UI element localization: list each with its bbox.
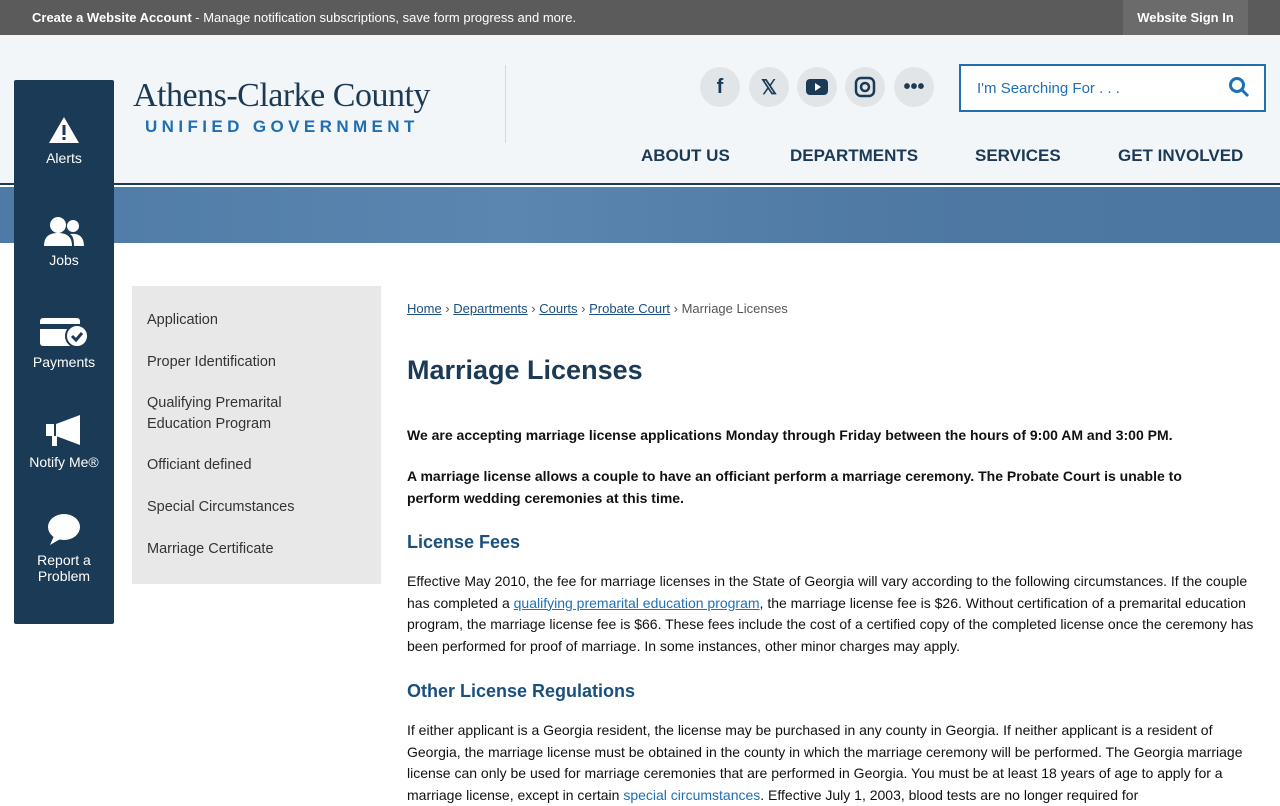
nav-departments[interactable]: DEPARTMENTS: [790, 146, 919, 165]
premarital-program-link[interactable]: qualifying premarital education program: [513, 594, 760, 611]
sidebar-item-jobs[interactable]: [14, 216, 114, 268]
chat-bubble-icon: [46, 512, 82, 546]
nav-about-us[interactable]: ABOUT US: [641, 146, 730, 165]
subnav-item-premarital-education[interactable]: Qualifying Premarital Education Program: [147, 395, 282, 432]
hours-notice: We are accepting marriage license applications Monday through Friday between the hours of 9:00 AM and 3:00 PM.: [407, 427, 1173, 443]
sidebar-label: Alerts: [46, 150, 82, 166]
special-circumstances-link[interactable]: special circumstances: [623, 786, 761, 803]
breadcrumb-departments[interactable]: Departments: [453, 301, 528, 316]
search-icon[interactable]: [1228, 76, 1250, 98]
youtube-icon[interactable]: [797, 67, 837, 107]
subnav-item-application[interactable]: Application: [147, 312, 218, 328]
top-bar: [0, 0, 1280, 35]
breadcrumb-current: Marriage Licenses: [681, 301, 788, 316]
nav-get-involved[interactable]: GET INVOLVED: [1118, 146, 1244, 165]
sidebar-item-notify-me[interactable]: [14, 414, 114, 470]
alert-icon: [48, 116, 80, 144]
subnav-item-marriage-certificate[interactable]: Marriage Certificate: [147, 541, 274, 557]
sidebar-item-payments[interactable]: [14, 316, 114, 370]
payment-card-icon: [39, 316, 89, 348]
search-placeholder: I'm Searching For . . .: [977, 80, 1120, 97]
top-bar-message: - Manage notification subscriptions, save form progress and more.: [191, 10, 577, 25]
instagram-icon[interactable]: [845, 67, 885, 107]
divider: [505, 65, 506, 143]
subnav-item-special-circumstances[interactable]: Special Circumstances: [147, 499, 295, 515]
x-twitter-icon[interactable]: 𝕏: [749, 67, 789, 107]
sidebar-item-report-problem[interactable]: [14, 512, 114, 584]
subnav-item-officiant[interactable]: Officiant defined: [147, 457, 252, 473]
megaphone-icon: [44, 414, 84, 448]
quick-links-sidebar: [14, 80, 114, 624]
people-icon: [42, 216, 86, 246]
create-account-link[interactable]: Create a Website Account: [32, 10, 192, 25]
more-icon[interactable]: •••: [894, 67, 934, 107]
logo[interactable]: Athens-Clarke County: [133, 77, 430, 114]
sign-in-button[interactable]: Website Sign In: [1123, 0, 1248, 35]
header: [0, 35, 1280, 185]
officiant-notice: A marriage license allows a couple to have an officiant perform a marriage ceremony. The Probate Court is unable to perform wedding ceremonies at this time.: [407, 468, 1182, 506]
sidebar-label: Jobs: [49, 252, 79, 268]
banner-image: [0, 187, 1280, 243]
breadcrumb: Home › Departments › Courts › Probate Court › Marriage Licenses: [407, 301, 788, 316]
sidebar-label: Report a Problem: [37, 552, 91, 584]
breadcrumb-probate-court[interactable]: Probate Court: [589, 301, 671, 316]
sidebar-label: Notify Me®: [29, 454, 99, 470]
subnav-item-identification[interactable]: Proper Identification: [147, 354, 276, 370]
breadcrumb-home[interactable]: Home: [407, 301, 442, 316]
license-fees-heading: License Fees: [407, 532, 521, 552]
sidebar-item-alerts[interactable]: [14, 116, 114, 166]
nav-services[interactable]: SERVICES: [975, 146, 1061, 165]
regulations-heading: Other License Regulations: [407, 681, 636, 701]
license-fees-text: Effective May 2010, the fee for marriage licenses in the State of Georgia will vary according to the following circumstances. If the couple has completed a qualifying premarital education program, the marriage license fee is $26. Without certification of a premarital education program, the marriage license fee is $66. These fees include the cost of a certified copy of the completed license once the ceremony has been performed for proof of marriage. In some instances, other minor charges may apply.: [407, 573, 1254, 654]
regulations-text: If either applicant is a Georgia resident, the license may be purchased in any county in Georgia. If neither applicant is a resident of Georgia, the marriage license must be obtained in the county in which the marriage ceremony will be performed. The Georgia marriage license can only be used for marriage ceremonies that are performed in Georgia. You must be at least 18 years of age to apply for a marriage license, except in certain special circumstances. Effective July 1, 2003, blood tests are no longer required for: [407, 722, 1243, 803]
logo-subtitle: UNIFIED GOVERNMENT: [145, 117, 419, 136]
breadcrumb-courts[interactable]: Courts: [539, 301, 578, 316]
facebook-icon[interactable]: f: [700, 67, 740, 107]
page-title: Marriage Licenses: [407, 355, 643, 385]
sidebar-label: Payments: [32, 354, 96, 370]
section-subnav: [132, 286, 381, 584]
search-input[interactable]: [959, 64, 1266, 112]
